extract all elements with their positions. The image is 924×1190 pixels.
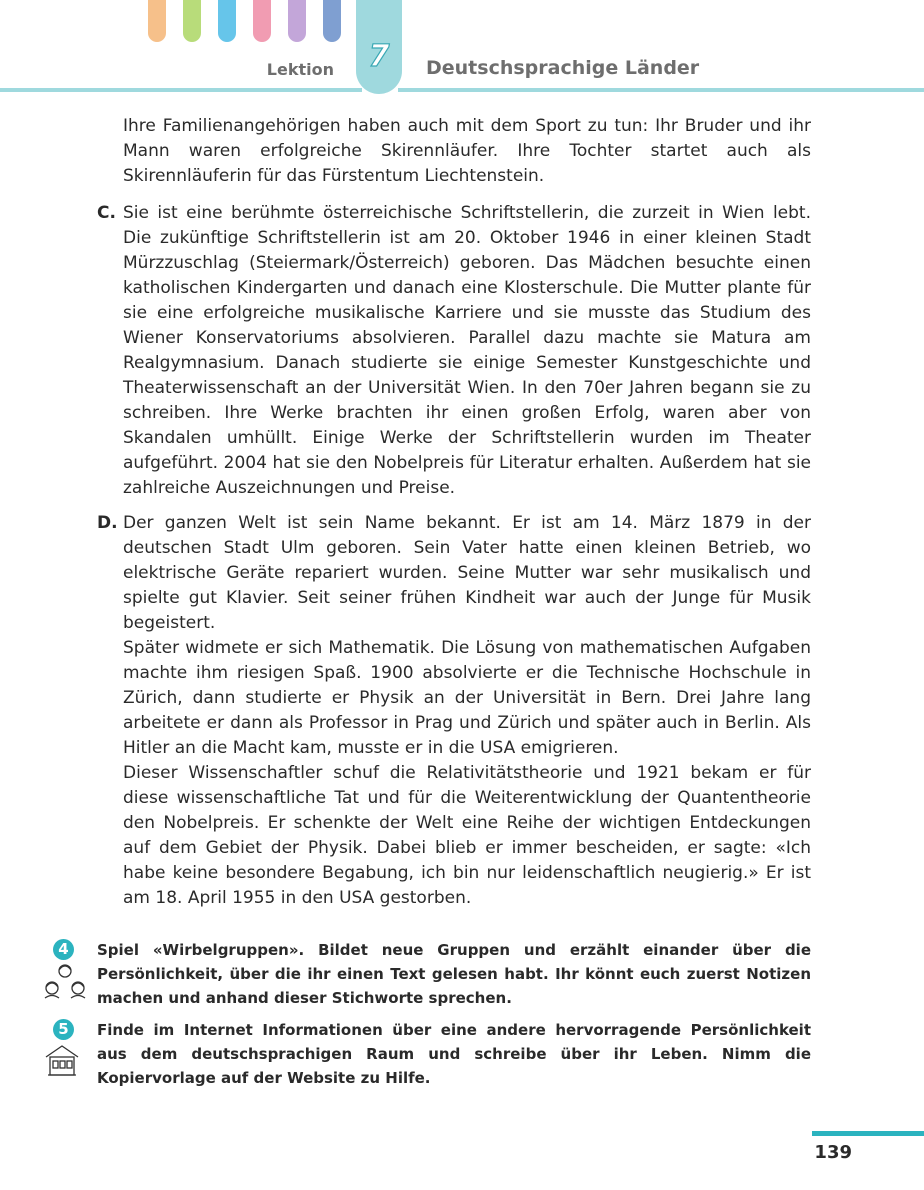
task-5-number: 5 <box>53 1019 74 1040</box>
color-tab <box>288 0 306 42</box>
section-d-text-2: Später widmete er sich Mathematik. Die Lösung von mathematischen Aufgaben machte ihm riesigen Spaß. 1900 absolvierte er die Technische Hochschule in Zürich, dann studierte er Physik an der Universität in Bern. Drei Jahre lang arbeitete er dann als Professor in Prag und Zürich und später auch in Berlin. Als Hitler an die Macht kam, musste er in die USA emigrieren. <box>123 638 811 758</box>
color-tab <box>253 0 271 42</box>
task-5-instructions: Finde im Internet Informationen über eine andere hervorragende Persönlichkeit aus dem deutschsprachigen Raum und schreibe über ihr Leben. Nimm die Kopiervorlage auf der Website zu Hilfe. <box>97 1021 811 1087</box>
intro-text: Ihre Familienangehörigen haben auch mit dem Sport zu tun: Ihr Bruder und ihr Mann waren erfolgreiche Skirennläufer. Ihre Tochter startet auch als Skirennläuferin für das Fürstentum Liechtenstein. <box>123 116 811 186</box>
page-number: 139 <box>814 1142 852 1163</box>
color-tab <box>148 0 166 42</box>
color-tab <box>218 0 236 42</box>
section-d-text-1: Der ganzen Welt ist sein Name bekannt. Er ist am 14. März 1879 in der deutschen Stadt Ulm geboren. Sein Vater hatte einen kleinen Betrieb, wo elektrische Geräte repariert wurden. Seine Mutter war sehr musikalisch und spielte gut Klavier. Seit seiner frühen Kindheit war auch der Junge für Musik begeistert. <box>123 513 811 633</box>
header-rule-left <box>0 88 362 92</box>
intro-paragraph <box>123 114 811 189</box>
section-d-paragraph <box>123 511 811 911</box>
section-d-marker: D. <box>97 513 118 533</box>
lesson-badge <box>356 0 402 94</box>
section-c-paragraph <box>123 201 811 501</box>
homework-house-icon <box>42 1043 82 1077</box>
footer-rule <box>812 1131 924 1136</box>
section-d-text-3: Dieser Wissenschaftler schuf die Relativitätstheorie und 1921 bekam er für diese wissenschaftliche Tat und für die Weiterentwicklung der Quantentheorie den Nobelpreis. Er schenkte der Welt eine Reihe der wichtigen Entdeckungen auf dem Gebiet der Physik. Dabei blieb er immer bescheiden, er sagte: «Ich habe keine besondere Begabung, ich bin nur leidenschaftlich neugierig.» Er ist am 18. April 1955 in den USA gestorben. <box>123 763 811 908</box>
lektion-label: Lektion <box>266 60 334 79</box>
lesson-number: 7 <box>368 39 390 74</box>
header-rule-right <box>398 88 924 92</box>
task-4-instructions: Spiel «Wirbelgruppen». Bildet neue Gruppen und erzählt einander über die Persönlichkeit, über die ihr einen Text gelesen habt. Ihr könnt euch zuerst Notizen machen und anhand dieser Stichworte sprechen. <box>97 941 811 1007</box>
task-4-number: 4 <box>53 939 74 960</box>
color-tab <box>183 0 201 42</box>
section-c-marker: C. <box>97 203 116 223</box>
color-tab <box>323 0 341 42</box>
section-c-text: Sie ist eine berühmte österreichische Schriftstellerin, die zurzeit in Wien lebt. Die zukünftige Schriftstellerin ist am 20. Oktober 1946 in einer kleinen Stadt Mürzzuschlag (Steiermark/Österreich) geboren. Das Mädchen besuchte einen katholischen Kindergarten und danach eine Klosterschule. Die Mutter plante für sie eine erfolgreiche musikalische Karriere und sie musste das Studium des Wiener Konservatoriums absolvieren. Parallel dazu machte sie Matura am Realgymnasium. Danach studierte sie einige Semester Kunstgeschichte und Theaterwissenschaft an der Universität Wien. In den 70er Jahren begann sie zu schreiben. Ihre Werke brachten ihr einen großen Erfolg, waren aber von Skandalen umhüllt. Einige Werke der Schriftstellerin wurden im Theater aufgeführt. 2004 hat sie den Nobelpreis für Literatur erhalten. Außerdem hat sie zahlreiche Auszeichnungen und Preise. <box>123 203 811 498</box>
group-work-icon <box>42 962 88 1000</box>
chapter-title: Deutschsprachige Länder <box>426 57 700 79</box>
